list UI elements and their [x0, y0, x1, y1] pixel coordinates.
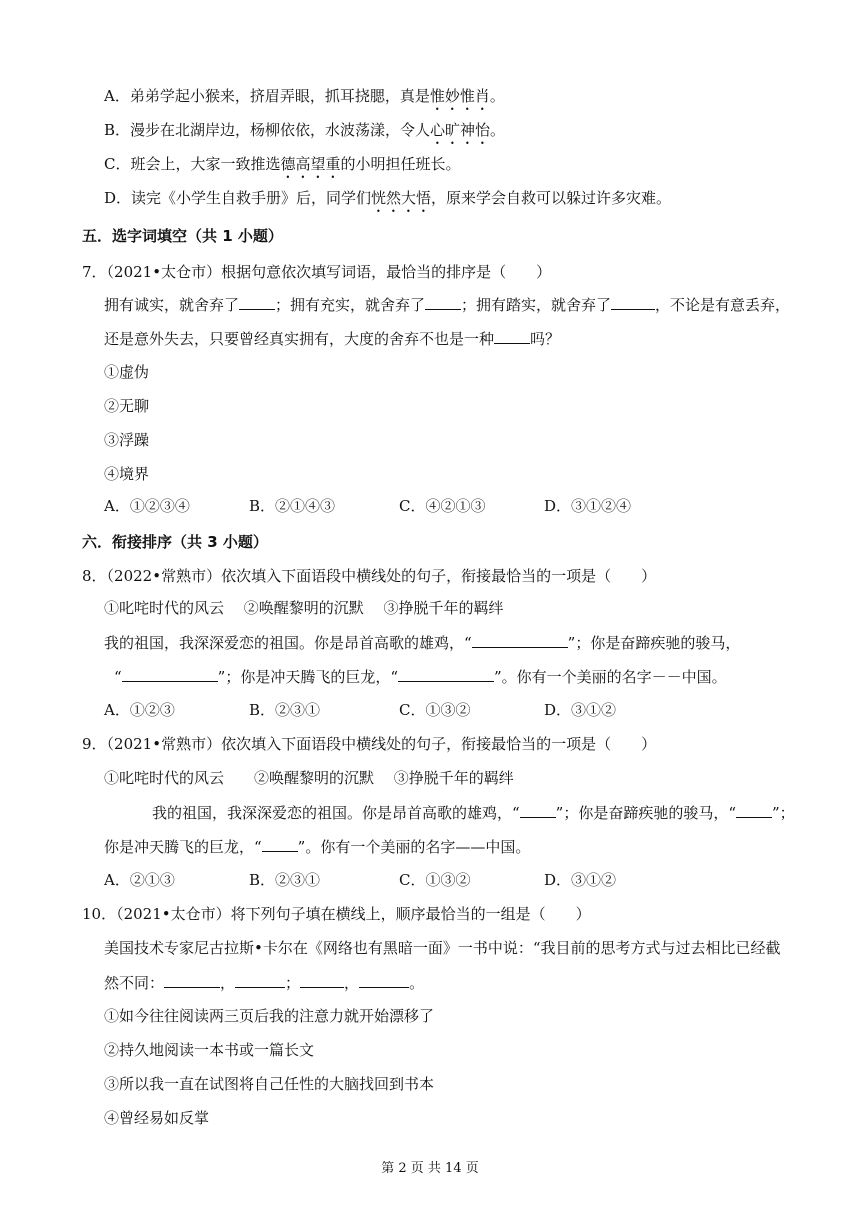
- answer-blank[interactable]: [122, 666, 218, 682]
- q10-passage-line2: 然不同： ， ； ， 。: [104, 974, 425, 992]
- q9-passage-line2: 你是冲天腾飞的巨龙，“ ”。你有一个美丽的名字——中国。: [104, 838, 531, 856]
- page-number: 第 2 页 共 14 页: [381, 1161, 479, 1176]
- choice-b[interactable]: B．②①④③: [249, 497, 336, 515]
- answer-blank[interactable]: [520, 802, 556, 818]
- q8-items: ①叱咤时代的风云 ②唤醒黎明的沉默 ③挣脱千年的羁绊: [104, 599, 504, 617]
- choice-a[interactable]: A．①②③④: [104, 497, 190, 515]
- choice-b[interactable]: B．②③①: [249, 871, 321, 889]
- q7-item: ③浮躁: [104, 431, 150, 449]
- q8-stem: 8．（2022•常熟市）依次填入下面语段中横线处的句子，衔接最恰当的一项是（ ）: [82, 567, 657, 585]
- choice-c[interactable]: C．④②①③: [399, 497, 486, 515]
- answer-blank[interactable]: [239, 294, 275, 310]
- q6-option-b: B．漫步在北湖岸边，杨柳依依，水波荡漾，令人心旷神怡。: [104, 121, 506, 139]
- q9-stem: 9．（2021•常熟市）依次填入下面语段中横线处的句子，衔接最恰当的一项是（ ）: [82, 735, 657, 753]
- answer-blank[interactable]: [494, 328, 530, 344]
- choice-d[interactable]: D．③①②: [544, 871, 617, 889]
- answer-blank[interactable]: [235, 972, 285, 988]
- section-heading-6: 六．衔接排序（共 3 小题）: [82, 533, 268, 551]
- answer-blank[interactable]: [164, 972, 220, 988]
- choice-d[interactable]: D．③①②: [544, 701, 617, 719]
- dotted-idiom: 惟妙惟肖: [429, 87, 490, 105]
- q7-item: ②无聊: [104, 397, 150, 415]
- q7-stem: 7．（2021•太仓市）根据句意依次填写词语，最恰当的排序是（ ）: [82, 263, 552, 281]
- choice-a[interactable]: A．②①③: [104, 871, 175, 889]
- q8-passage-line2: “ ”；你是冲天腾飞的巨龙，“ ”。你有一个美丽的名字－－中国。: [114, 668, 727, 686]
- q10-item: ④曾经易如反掌: [104, 1109, 210, 1127]
- choice-b[interactable]: B．②③①: [249, 701, 321, 719]
- q9-items: ①叱咤时代的风云 ②唤醒黎明的沉默 ③挣脱千年的羁绊: [104, 769, 514, 787]
- q10-item: ③所以我一直在试图将自己任性的大脑找回到书本: [104, 1075, 435, 1093]
- q6-option-d: D．读完《小学生自救手册》后，同学们恍然大悟，原来学会自救可以躲过许多灾难。: [104, 189, 672, 207]
- q6-option-a: A．弟弟学起小猴来，挤眉弄眼，抓耳挠腮，真是惟妙惟肖。: [104, 87, 505, 105]
- q10-passage-line1: 美国技术专家尼古拉斯•卡尔在《网络也有黑暗一面》一书中说：“我目前的思考方式与过去相比已经截: [104, 939, 781, 957]
- q10-item: ①如今往往阅读两三页后我的注意力就开始漂移了: [104, 1007, 435, 1025]
- choice-c[interactable]: C．①③②: [399, 701, 471, 719]
- answer-blank[interactable]: [736, 802, 772, 818]
- answer-blank[interactable]: [262, 836, 298, 852]
- section-heading-5: 五．选字词填空（共 1 小题）: [82, 227, 283, 245]
- choice-d[interactable]: D．③①②④: [544, 497, 632, 515]
- choice-c[interactable]: C．①③②: [399, 871, 471, 889]
- q10-stem: 10．（2021•太仓市）将下列句子填在横线上，顺序最恰当的一组是（ ）: [82, 905, 591, 923]
- q10-item: ②持久地阅读一本书或一篇长文: [104, 1041, 315, 1059]
- q6-option-c: C．班会上，大家一致推选德高望重的小明担任班长。: [104, 155, 461, 173]
- answer-blank[interactable]: [472, 632, 568, 648]
- answer-blank[interactable]: [611, 294, 655, 310]
- q7-item: ④境界: [104, 465, 150, 483]
- answer-blank[interactable]: [359, 972, 409, 988]
- q7-item: ①虚伪: [104, 363, 150, 381]
- dotted-idiom: 恍然大悟: [371, 189, 432, 207]
- q7-passage-line1: 拥有诚实，就舍弃了 ；拥有充实，就舍弃了 ；拥有踏实，就舍弃了 ，不论是有意丢弃，: [104, 296, 791, 314]
- choice-a[interactable]: A．①②③: [104, 701, 175, 719]
- q8-passage-line1: 我的祖国，我深深爱恋的祖国。你是昂首高歌的雄鸡，“ ”；你是奋蹄疾驰的骏马，: [104, 634, 741, 652]
- answer-blank[interactable]: [300, 972, 344, 988]
- dotted-idiom: 心旷神怡: [430, 121, 491, 139]
- dotted-idiom: 德高望重: [280, 155, 341, 173]
- q9-passage-line1: 我的祖国，我深深爱恋的祖国。你是昂首高歌的雄鸡，“ ”；你是奋蹄疾驰的骏马，“ ”；: [152, 804, 795, 822]
- answer-blank[interactable]: [425, 294, 461, 310]
- answer-blank[interactable]: [398, 666, 494, 682]
- q7-passage-line2: 还是意外失去，只要曾经真实拥有，大度的舍弃不也是一种 吗？: [104, 330, 561, 348]
